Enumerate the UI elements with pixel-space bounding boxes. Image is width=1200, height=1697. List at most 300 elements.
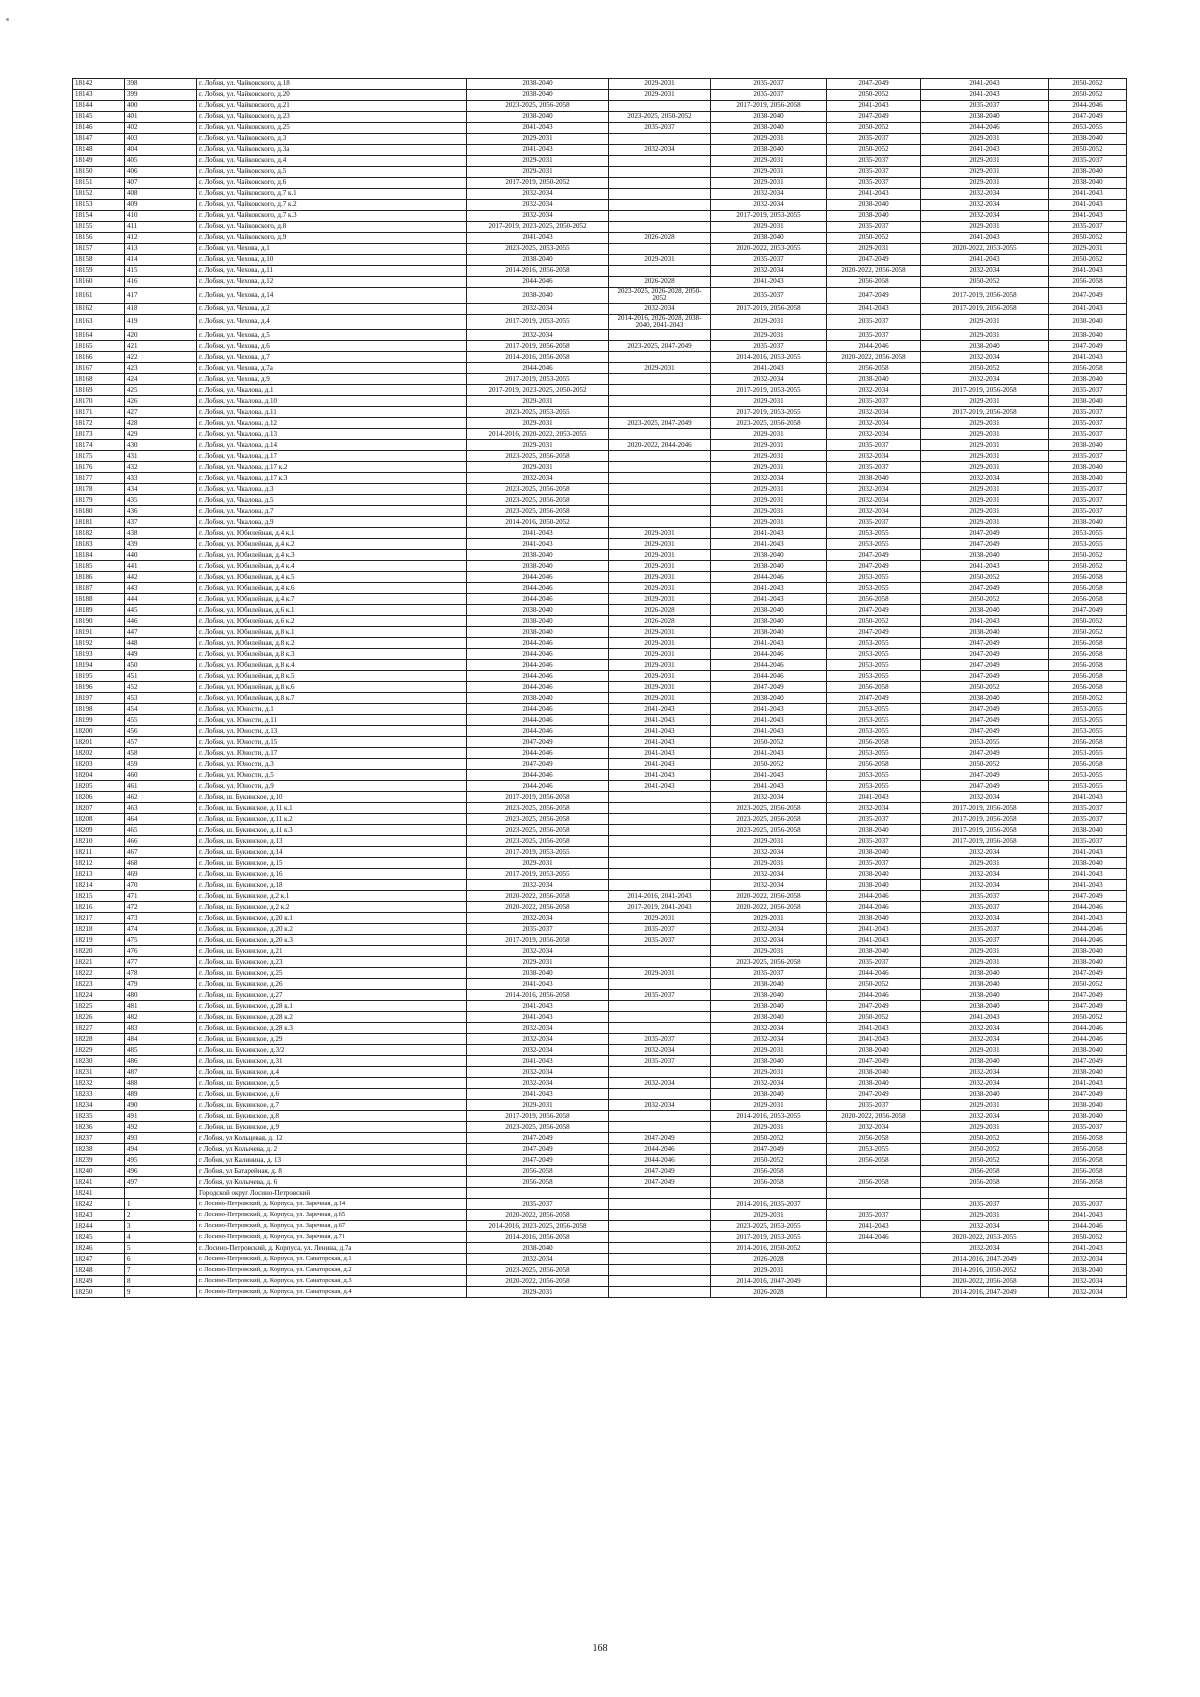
cell-period-2: 2041-2043: [609, 770, 711, 781]
cell-period-1: 2035-2037: [467, 924, 609, 935]
cell-period-6: 2041-2043: [1049, 189, 1127, 200]
cell-period-5: 2038-2040: [921, 1056, 1049, 1067]
cell-period-2: 2041-2043: [609, 759, 711, 770]
cell-period-3: 2032-2034: [711, 869, 827, 880]
cell-period-6: 2038-2040: [1049, 314, 1127, 330]
cell-record-id: 18250: [73, 1287, 125, 1298]
cell-period-4: 2053-2055: [827, 1144, 921, 1155]
cell-period-5: 2032-2034: [921, 847, 1049, 858]
cell-record-id: 18161: [73, 288, 125, 304]
cell-period-1: 2017-2019, 2023-2025, 2050-2052: [467, 222, 609, 233]
cell-period-4: 2047-2049: [827, 561, 921, 572]
cell-address: г. Лобня, ш. Букинское, д.13: [197, 836, 467, 847]
cell-address: г. Лобня, ш. Букинское, д.25: [197, 968, 467, 979]
cell-period-2: [609, 506, 711, 517]
cell-period-5: 2032-2034: [921, 880, 1049, 891]
cell-period-1: 2014-2016, 2023-2025, 2056-2058: [467, 1221, 609, 1232]
table-row: [73, 288, 1127, 304]
cell-period-6: 2032-2034: [1049, 1287, 1127, 1298]
table-row: [73, 1188, 1127, 1199]
cell-period-3: 2038-2040: [711, 550, 827, 561]
table-row: [73, 880, 1127, 891]
cell-period-4: 2032-2034: [827, 506, 921, 517]
cell-period-1: 2038-2040: [467, 255, 609, 266]
cell-record-id: 18206: [73, 792, 125, 803]
cell-period-2: 2041-2043: [609, 781, 711, 792]
cell-item-number: 497: [125, 1177, 197, 1188]
cell-period-6: 2044-2046: [1049, 935, 1127, 946]
cell-record-id: 18181: [73, 517, 125, 528]
cell-period-2: 2035-2037: [609, 935, 711, 946]
cell-item-number: 2: [125, 1210, 197, 1221]
cell-record-id: 18154: [73, 211, 125, 222]
cell-period-5: 2029-2031: [921, 134, 1049, 145]
cell-period-2: [609, 244, 711, 255]
cell-period-5: 2029-2031: [921, 440, 1049, 451]
cell-period-1: 2023-2025, 2056-2058: [467, 1265, 609, 1276]
cell-period-4: 2038-2040: [827, 913, 921, 924]
cell-record-id: 18179: [73, 495, 125, 506]
cell-period-5: 2020-2022, 2056-2058: [921, 1276, 1049, 1287]
cell-address: г. Лобня, ш. Букинское, д.6: [197, 1089, 467, 1100]
cell-period-1: 2017-2019, 2053-2055: [467, 314, 609, 330]
cell-period-3: 2041-2043: [711, 726, 827, 737]
cell-period-3: 2038-2040: [711, 233, 827, 244]
cell-period-5: 2029-2031: [921, 1210, 1049, 1221]
cell-record-id: 18174: [73, 440, 125, 451]
table-row: [73, 605, 1127, 616]
cell-record-id: 18155: [73, 222, 125, 233]
cell-item-number: 452: [125, 682, 197, 693]
cell-period-3: 2029-2031: [711, 429, 827, 440]
cell-address: г. Лобня, ул. Юности, д.11: [197, 715, 467, 726]
cell-period-5: 2032-2034: [921, 211, 1049, 222]
cell-period-1: 2032-2034: [467, 189, 609, 200]
cell-period-3: 2029-2031: [711, 167, 827, 178]
cell-period-5: 2029-2031: [921, 330, 1049, 341]
cell-period-6: 2038-2040: [1049, 473, 1127, 484]
cell-period-2: [609, 803, 711, 814]
cell-period-6: 2053-2055: [1049, 726, 1127, 737]
cell-period-1: 2017-2019, 2053-2055: [467, 869, 609, 880]
cell-period-5: 2017-2019, 2056-2058: [921, 407, 1049, 418]
cell-period-6: 2053-2055: [1049, 539, 1127, 550]
cell-period-5: 2017-2019, 2056-2058: [921, 836, 1049, 847]
cell-item-number: 7: [125, 1265, 197, 1276]
cell-period-1: 2038-2040: [467, 90, 609, 101]
cell-period-3: 2038-2040: [711, 605, 827, 616]
cell-period-6: 2032-2034: [1049, 1254, 1127, 1265]
cell-address: г. Лобня, ш. Букинское, д.27: [197, 990, 467, 1001]
cell-record-id: 18211: [73, 847, 125, 858]
cell-period-5: 2041-2043: [921, 561, 1049, 572]
cell-period-5: 2047-2049: [921, 770, 1049, 781]
cell-period-2: 2032-2034: [609, 303, 711, 314]
cell-item-number: 493: [125, 1133, 197, 1144]
cell-period-3: 2029-2031: [711, 1210, 827, 1221]
cell-period-5: 2029-2031: [921, 517, 1049, 528]
cell-period-6: 2056-2058: [1049, 277, 1127, 288]
table-row: [73, 101, 1127, 112]
cell-period-6: 2035-2037: [1049, 506, 1127, 517]
cell-address: г. Лобня, ул. Чайковского, д.6: [197, 178, 467, 189]
cell-period-4: 2032-2034: [827, 803, 921, 814]
cell-period-4: 2032-2034: [827, 1122, 921, 1133]
cell-item-number: 471: [125, 891, 197, 902]
cell-period-2: 2029-2031: [609, 79, 711, 90]
cell-period-2: 2029-2031: [609, 968, 711, 979]
cell-period-4: 2038-2040: [827, 1045, 921, 1056]
cell-address: г. Лобня, ш. Букинское, д.20 к.2: [197, 924, 467, 935]
table-row: [73, 1001, 1127, 1012]
cell-period-4: 2038-2040: [827, 825, 921, 836]
cell-address: г. Лобня, ул. Чайковского, д.23: [197, 112, 467, 123]
cell-item-number: 461: [125, 781, 197, 792]
cell-period-2: 2023-2025, 2026-2028, 2050-2052: [609, 288, 711, 304]
cell-address: г. Лобня, ул. Чкалова, д.1: [197, 385, 467, 396]
cell-record-id: 18196: [73, 682, 125, 693]
cell-period-6: 2038-2040: [1049, 1100, 1127, 1111]
cell-period-1: 2017-2019, 2056-2058: [467, 341, 609, 352]
cell-address: г. Лобня, ул. Чехова, д.11: [197, 266, 467, 277]
cell-address: г. Лобня, ул. Чайковского, д.7 к.2: [197, 200, 467, 211]
cell-period-5: 2032-2034: [921, 1023, 1049, 1034]
cell-period-5: 2029-2031: [921, 314, 1049, 330]
cell-period-1: 2038-2040: [467, 605, 609, 616]
table-row: [73, 178, 1127, 189]
cell-record-id: 18191: [73, 627, 125, 638]
cell-period-6: 2041-2043: [1049, 847, 1127, 858]
cell-item-number: 413: [125, 244, 197, 255]
cell-period-4: 2038-2040: [827, 374, 921, 385]
table-row: [73, 913, 1127, 924]
cell-period-3: 2026-2028: [711, 1254, 827, 1265]
cell-period-4: 2047-2049: [827, 79, 921, 90]
cell-record-id: 18176: [73, 462, 125, 473]
cell-period-5: 2047-2049: [921, 649, 1049, 660]
cell-item-number: 419: [125, 314, 197, 330]
cell-record-id: 18230: [73, 1056, 125, 1067]
cell-period-6: 2056-2058: [1049, 737, 1127, 748]
cell-address: г Лобня, ул Батарейная, д. 8: [197, 1166, 467, 1177]
cell-record-id: 18243: [73, 1210, 125, 1221]
cell-period-6: 2041-2043: [1049, 303, 1127, 314]
table-row: [73, 429, 1127, 440]
cell-record-id: 18195: [73, 671, 125, 682]
cell-period-6: 2038-2040: [1049, 178, 1127, 189]
cell-item-number: 423: [125, 363, 197, 374]
cell-period-3: 2032-2034: [711, 1023, 827, 1034]
cell-record-id: 18185: [73, 561, 125, 572]
cell-period-1: 2041-2043: [467, 1056, 609, 1067]
cell-period-3: 2029-2031: [711, 913, 827, 924]
cell-item-number: 4: [125, 1232, 197, 1243]
cell-period-4: 2047-2049: [827, 112, 921, 123]
cell-period-1: 2044-2046: [467, 572, 609, 583]
cell-period-1: 2044-2046: [467, 682, 609, 693]
cell-record-id: 18226: [73, 1012, 125, 1023]
cell-period-1: 2014-2016, 2056-2058: [467, 352, 609, 363]
cell-period-5: 2044-2046: [921, 123, 1049, 134]
cell-period-3: 2029-2031: [711, 1067, 827, 1078]
cell-record-id: 18151: [73, 178, 125, 189]
table-row: [73, 211, 1127, 222]
table-row: [73, 266, 1127, 277]
cell-period-6: 2038-2040: [1049, 462, 1127, 473]
cell-period-6: 2035-2037: [1049, 484, 1127, 495]
cell-period-2: 2041-2043: [609, 704, 711, 715]
cell-address: г. Лосино-Петровский, д. Корпуса, ул. Санаторская, д.4: [197, 1287, 467, 1298]
cell-period-2: [609, 1111, 711, 1122]
cell-period-5: 2050-2052: [921, 682, 1049, 693]
cell-address: г. Лобня, ул. Чайковского, д.7 к.3: [197, 211, 467, 222]
cell-period-5: 2056-2058: [921, 1177, 1049, 1188]
cell-period-2: 2035-2037: [609, 990, 711, 1001]
cell-period-1: 2038-2040: [467, 561, 609, 572]
cell-period-2: 2029-2031: [609, 539, 711, 550]
cell-period-3: 2023-2025, 2053-2055: [711, 1221, 827, 1232]
cell-period-6: 2044-2046: [1049, 902, 1127, 913]
cell-period-6: 2035-2037: [1049, 1122, 1127, 1133]
cell-period-3: 2017-2019, 2053-2055: [711, 407, 827, 418]
cell-period-1: 2023-2025, 2056-2058: [467, 506, 609, 517]
cell-period-1: 2038-2040: [467, 288, 609, 304]
cell-address: г. Лобня, ул. Чкалова, д.14: [197, 440, 467, 451]
cell-period-4: 2053-2055: [827, 704, 921, 715]
cell-period-1: 2044-2046: [467, 748, 609, 759]
cell-period-2: 2029-2031: [609, 572, 711, 583]
cell-period-2: [609, 957, 711, 968]
cell-period-4: 2053-2055: [827, 638, 921, 649]
cell-period-2: [609, 792, 711, 803]
table-row: [73, 517, 1127, 528]
cell-period-3: 2020-2022, 2053-2055: [711, 244, 827, 255]
cell-period-4: 2053-2055: [827, 649, 921, 660]
cell-record-id: 18143: [73, 90, 125, 101]
cell-period-2: [609, 1276, 711, 1287]
cell-period-4: [827, 1243, 921, 1254]
cell-period-6: 2047-2049: [1049, 968, 1127, 979]
cell-period-2: [609, 979, 711, 990]
cell-period-1: [467, 1188, 609, 1199]
cell-period-2: 2029-2031: [609, 583, 711, 594]
cell-address: г. Лобня, ул. Юбилейная, д.4 к.5: [197, 572, 467, 583]
cell-item-number: 440: [125, 550, 197, 561]
cell-record-id: 18163: [73, 314, 125, 330]
cell-period-4: 2038-2040: [827, 1078, 921, 1089]
cell-item-number: 486: [125, 1056, 197, 1067]
cell-item-number: 8: [125, 1276, 197, 1287]
cell-period-4: 2041-2043: [827, 189, 921, 200]
cell-period-1: 2047-2049: [467, 737, 609, 748]
cell-record-id: 18209: [73, 825, 125, 836]
cell-period-6: 2056-2058: [1049, 572, 1127, 583]
cell-address: г. Лосино-Петровский, д. Корпуса, ул. Заречная, д.71: [197, 1232, 467, 1243]
cell-period-1: 2020-2022, 2056-2058: [467, 1276, 609, 1287]
cell-period-2: 2023-2025, 2050-2052: [609, 112, 711, 123]
cell-item-number: 435: [125, 495, 197, 506]
cell-period-3: [711, 1188, 827, 1199]
cell-period-5: 2038-2040: [921, 112, 1049, 123]
cell-period-3: 2014-2016, 2047-2049: [711, 1276, 827, 1287]
table-row: [73, 244, 1127, 255]
table-row: [73, 737, 1127, 748]
cell-record-id: 18170: [73, 396, 125, 407]
cell-address: г. Лобня, ул. Чайковского, д.7 к.1: [197, 189, 467, 200]
cell-period-6: 2038-2040: [1049, 858, 1127, 869]
cell-period-1: 2041-2043: [467, 1012, 609, 1023]
cell-record-id: 18214: [73, 880, 125, 891]
cell-period-5: 2047-2049: [921, 748, 1049, 759]
cell-period-1: 2038-2040: [467, 968, 609, 979]
cell-address: г. Лобня, ул. Чкалова, д.17: [197, 451, 467, 462]
cell-record-id: 18144: [73, 101, 125, 112]
cell-record-id: 18156: [73, 233, 125, 244]
cell-record-id: 18188: [73, 594, 125, 605]
cell-item-number: 470: [125, 880, 197, 891]
cell-address: г. Лобня, ш. Букинское, д.11 к.3: [197, 825, 467, 836]
cell-period-5: 2050-2052: [921, 1155, 1049, 1166]
cell-period-3: 2017-2019, 2053-2055: [711, 211, 827, 222]
cell-period-4: 2032-2034: [827, 407, 921, 418]
cell-period-6: 2056-2058: [1049, 1166, 1127, 1177]
table-row: [73, 891, 1127, 902]
table-row: [73, 495, 1127, 506]
table-row: [73, 572, 1127, 583]
cell-address: г. Лобня, ул. Юбилейная, д.4 к.2: [197, 539, 467, 550]
cell-record-id: 18236: [73, 1122, 125, 1133]
cell-record-id: 18186: [73, 572, 125, 583]
cell-period-3: 2044-2046: [711, 671, 827, 682]
cell-period-2: [609, 858, 711, 869]
cell-item-number: 475: [125, 935, 197, 946]
cell-period-6: 2047-2049: [1049, 1001, 1127, 1012]
cell-period-6: 2050-2052: [1049, 693, 1127, 704]
cell-period-2: 2026-2028: [609, 277, 711, 288]
cell-period-1: 2017-2019, 2053-2055: [467, 374, 609, 385]
cell-period-6: 2056-2058: [1049, 1177, 1127, 1188]
cell-period-3: 2029-2031: [711, 451, 827, 462]
cell-address: г. Лобня, ул. Юности, д.9: [197, 781, 467, 792]
cell-item-number: 476: [125, 946, 197, 957]
cell-period-6: 2056-2058: [1049, 649, 1127, 660]
cell-period-4: 2041-2043: [827, 935, 921, 946]
cell-item-number: 451: [125, 671, 197, 682]
cell-address: г Лобня, ул Колычева, д. 2: [197, 1144, 467, 1155]
cell-item-number: 399: [125, 90, 197, 101]
cell-period-2: [609, 451, 711, 462]
cell-period-5: 2032-2034: [921, 374, 1049, 385]
cell-item-number: 431: [125, 451, 197, 462]
cell-record-id: 18198: [73, 704, 125, 715]
cell-period-2: [609, 869, 711, 880]
cell-period-3: 2032-2034: [711, 189, 827, 200]
cell-period-4: [827, 1276, 921, 1287]
cell-period-3: 2029-2031: [711, 314, 827, 330]
cell-period-1: 2041-2043: [467, 123, 609, 134]
cell-address: г. Лобня, ул. Юбилейная, д.4 к.1: [197, 528, 467, 539]
cell-address: г. Лобня, ул. Юности, д.17: [197, 748, 467, 759]
cell-period-3: 2014-2016, 2035-2037: [711, 1199, 827, 1210]
cell-period-1: 2044-2046: [467, 726, 609, 737]
cell-period-6: 2050-2052: [1049, 255, 1127, 266]
cell-period-6: 2041-2043: [1049, 880, 1127, 891]
table-row: [73, 473, 1127, 484]
cell-address: г. Лобня, ш. Букинское, д.2 к.1: [197, 891, 467, 902]
cell-period-6: [1049, 1188, 1127, 1199]
table-row: [73, 682, 1127, 693]
cell-period-3: 2029-2031: [711, 440, 827, 451]
cell-period-5: 2038-2040: [921, 693, 1049, 704]
cell-record-id: 18245: [73, 1232, 125, 1243]
cell-period-5: 2029-2031: [921, 506, 1049, 517]
table-row: [73, 1012, 1127, 1023]
cell-period-5: 2029-2031: [921, 957, 1049, 968]
cell-period-2: 2035-2037: [609, 1034, 711, 1045]
cell-period-3: 2029-2031: [711, 495, 827, 506]
table-row: [73, 1023, 1127, 1034]
cell-period-2: [609, 134, 711, 145]
table-row: [73, 1265, 1127, 1276]
cell-period-3: 2032-2034: [711, 200, 827, 211]
cell-period-5: 2035-2037: [921, 1199, 1049, 1210]
cell-period-4: 2053-2055: [827, 572, 921, 583]
cell-item-number: 459: [125, 759, 197, 770]
cell-period-4: 2056-2058: [827, 363, 921, 374]
cell-period-4: 2038-2040: [827, 847, 921, 858]
cell-address: г. Лобня, ул. Юности, д.15: [197, 737, 467, 748]
cell-record-id: 18234: [73, 1100, 125, 1111]
cell-period-5: 2032-2034: [921, 1078, 1049, 1089]
cell-period-3: 2023-2025, 2056-2058: [711, 418, 827, 429]
cell-period-2: [609, 266, 711, 277]
cell-period-1: 2029-2031: [467, 156, 609, 167]
cell-period-6: 2056-2058: [1049, 638, 1127, 649]
cell-period-3: 2023-2025, 2056-2058: [711, 957, 827, 968]
cell-item-number: 429: [125, 429, 197, 440]
cell-period-6: 2050-2052: [1049, 79, 1127, 90]
cell-item-number: 455: [125, 715, 197, 726]
cell-period-2: 2029-2031: [609, 528, 711, 539]
cell-address: г. Лосино-Петровский, д. Корпуса, ул. Заречная, д.65: [197, 1210, 467, 1221]
cell-item-number: 442: [125, 572, 197, 583]
cell-period-6: 2050-2052: [1049, 145, 1127, 156]
table-row: [73, 352, 1127, 363]
cell-period-2: 2029-2031: [609, 561, 711, 572]
cell-period-4: 2047-2049: [827, 255, 921, 266]
cell-period-4: 2050-2052: [827, 233, 921, 244]
cell-period-4: 2035-2037: [827, 314, 921, 330]
cell-period-5: 2029-2031: [921, 396, 1049, 407]
cell-period-4: 2035-2037: [827, 858, 921, 869]
cell-record-id: 18160: [73, 277, 125, 288]
cell-record-id: 18173: [73, 429, 125, 440]
table-row: [73, 1166, 1127, 1177]
cell-period-6: 2035-2037: [1049, 222, 1127, 233]
cell-record-id: 18203: [73, 759, 125, 770]
cell-item-number: 416: [125, 277, 197, 288]
cell-period-6: 2032-2034: [1049, 1276, 1127, 1287]
cell-period-2: [609, 1232, 711, 1243]
cell-period-5: 2047-2049: [921, 539, 1049, 550]
cell-period-3: 2038-2040: [711, 145, 827, 156]
cell-period-3: 2041-2043: [711, 748, 827, 759]
table-row: [73, 303, 1127, 314]
table-row: [73, 330, 1127, 341]
cell-period-2: [609, 330, 711, 341]
cell-period-5: 2032-2034: [921, 1034, 1049, 1045]
cell-period-1: 2014-2016, 2056-2058: [467, 990, 609, 1001]
